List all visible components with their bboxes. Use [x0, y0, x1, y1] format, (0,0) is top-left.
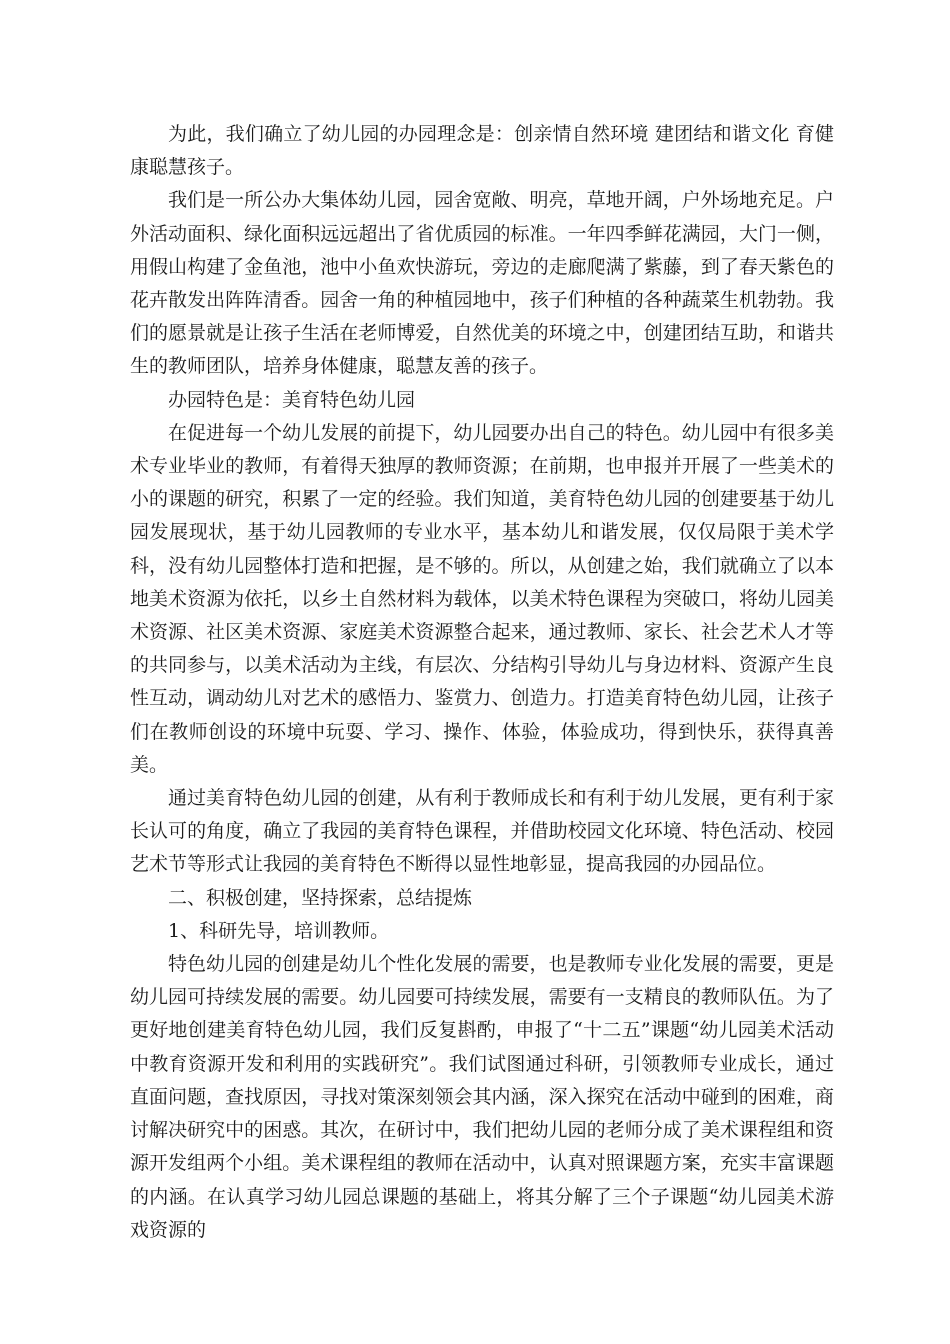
- paragraph-philosophy: 为此，我们确立了幼儿园的办园理念是：创亲情自然环境 建团结和谐文化 育健康聪慧孩子。: [130, 123, 834, 179]
- paragraph-feature-heading: 办园特色是：美育特色幼儿园: [168, 388, 416, 411]
- section-heading-2: 二、积极创建，坚持探索，总结提炼: [168, 886, 473, 909]
- paragraph-feature-summary: 通过美育特色幼儿园的创建，从有利于教师成长和有利于幼儿发展，更有利于家长认可的角度，确立了我园的美育特色课程，并借助校园文化环境、特色活动、校园艺术节等形式让我园的美育特色不断得以显性地彰显，提高我园的办园品位。: [130, 787, 834, 876]
- paragraph-research: 特色幼儿园的创建是幼儿个性化发展的需要，也是教师专业化发展的需要，更是幼儿园可持续发展的需要。幼儿园要可持续发展，需要有一支精良的教师队伍。为了更好地创建美育特色幼儿园，我们反复斟酌，申报了“十二五”课题“幼儿园美术活动中教育资源开发和利用的实践研究”。我们试图通过科研，引领教师专业成长，通过直面问题，查找原因，寻找对策深刻领会其内涵，深入探究在活动中碰到的困难，商讨解决研究中的困惑。其次，在研讨中，我们把幼儿园的老师分成了美术课程组和资源开发组两个小组。美术课程组的教师在活动中，认真对照课题方案，充实丰富课题的内涵。在认真学习幼儿园总课题的基础上，将其分解了三个子课题“幼儿园美术游戏资源的: [130, 953, 834, 1241]
- subsection-heading-1: 1、科研先导，培训教师。: [168, 919, 390, 942]
- paragraph-environment: 我们是一所公办大集体幼儿园，园舍宽敞、明亮，草地开阔，户外场地充足。户外活动面积、绿化面积远远超出了省优质园的标准。一年四季鲜花满园，大门一侧，用假山构建了金鱼池，池中小鱼欢快游玩，旁边的走廊爬满了紫藤，到了春天紫色的花卉散发出阵阵清香。园舍一角的种植园地中，孩子们种植的各种蔬菜生机勃勃。我们的愿景就是让孩子生活在老师博爱，自然优美的环境之中，创建团结互助，和谐共生的教师团队，培养身体健康，聪慧友善的孩子。: [130, 189, 834, 378]
- document-body: [130, 118, 834, 1247]
- paragraph-feature-description: 在促进每一个幼儿发展的前提下，幼儿园要办出自己的特色。幼儿园中有很多美术专业毕业的教师，有着得天独厚的教师资源；在前期，也申报并开展了一些美术的小的课题的研究，积累了一定的经验。我们知道，美育特色幼儿园的创建要基于幼儿园发展现状，基于幼儿园教师的专业水平，基本幼儿和谐发展，仅仅局限于美术学科，没有幼儿园整体打造和把握，是不够的。所以，从创建之始，我们就确立了以本地美术资源为依托，以乡土自然材料为载体，以美术特色课程为突破口，将幼儿园美术资源、社区美术资源、家庭美术资源整合起来，通过教师、家长、社会艺术人才等的共同参与，以美术活动为主线，有层次、分结构引导幼儿与身边材料、资源产生良性互动，调动幼儿对艺术的感悟力、鉴赏力、创造力。打造美育特色幼儿园，让孩子们在教师创设的环境中玩耍、学习、操作、体验，体验成功，得到快乐，获得真善美。: [130, 421, 834, 776]
